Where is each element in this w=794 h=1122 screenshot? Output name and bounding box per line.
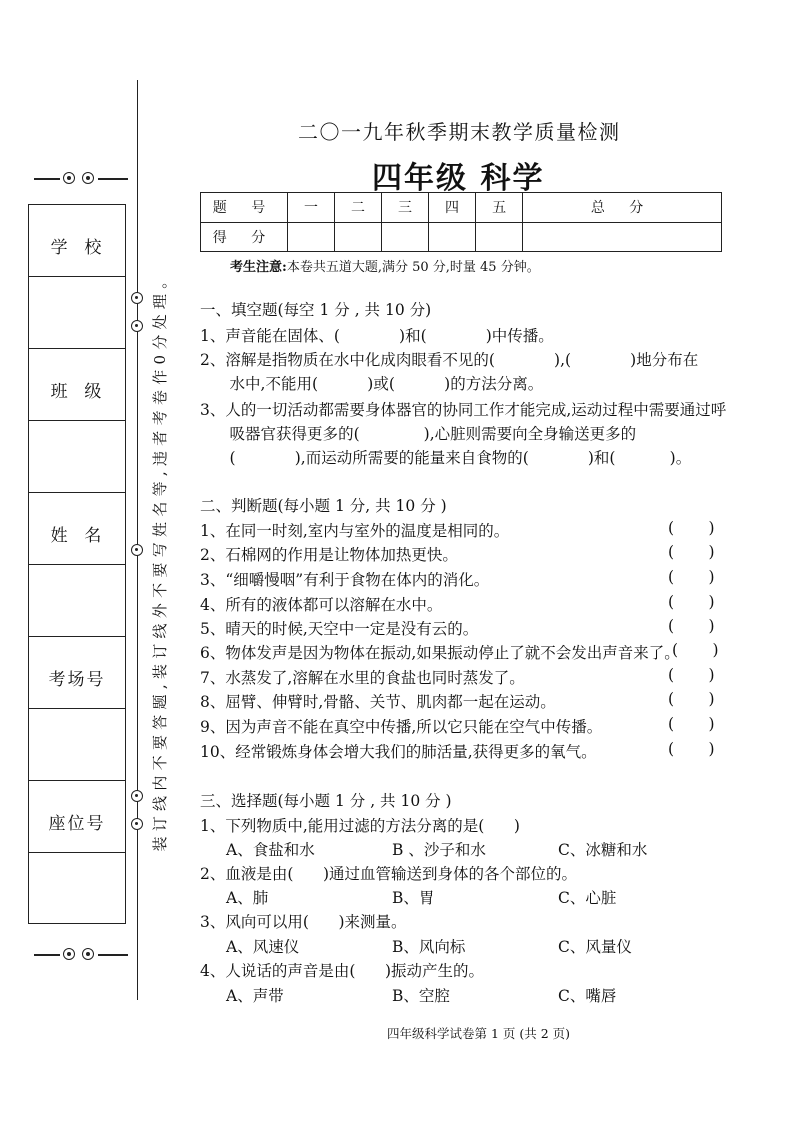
binding-hole	[131, 790, 143, 802]
score-input-cell[interactable]	[382, 222, 429, 252]
name-label: 姓 名	[50, 526, 104, 546]
exam-notice	[230, 256, 540, 275]
section2-title: 二、判断题(每小题 1 分, 共 10 分 )	[200, 497, 447, 515]
notice-label: 考生注意:	[230, 260, 287, 275]
answer-parentheses[interactable]: ( )	[668, 593, 715, 611]
score-input-cell[interactable]	[429, 222, 476, 252]
exam-room-cell	[29, 637, 125, 709]
student-info-box	[28, 204, 126, 924]
answer-parentheses[interactable]: ( )	[668, 690, 715, 708]
fill-blank-line: ( ),而运动所需要的能量来自食物的( )和( )。	[200, 449, 692, 467]
bottom-ornament	[34, 948, 128, 962]
true-false-item: 8、屈臂、伸臂时,骨骼、关节、肌肉都一起在运动。	[200, 693, 556, 711]
school-label: 学 校	[50, 238, 104, 258]
true-false-item: 10、经常锻炼身体会增大我们的肺活量,获得更多的氧气。	[200, 743, 597, 761]
section1-title: 一、填空题(每空 1 分 , 共 10 分)	[200, 301, 432, 319]
exam-room-label: 考场号	[48, 670, 106, 690]
score-table-cell: 三	[382, 193, 429, 223]
notice-text: 本卷共五道大题,满分 50 分,时量 45 分钟。	[286, 260, 540, 275]
choice-option[interactable]: B、空腔	[392, 987, 450, 1005]
choice-option[interactable]: B 、沙子和水	[392, 841, 486, 859]
score-table-cell: 总 分	[523, 193, 722, 223]
choice-option[interactable]: C、风量仪	[558, 938, 632, 956]
score-table-cell: 五	[476, 193, 523, 223]
choice-option[interactable]: B、风向标	[392, 938, 466, 956]
answer-parentheses[interactable]: ( )	[668, 715, 715, 733]
score-input-cell[interactable]	[335, 222, 382, 252]
binding-warning-text: 装订线内不要答题,装订线外不要写姓名等,违者考卷作0分处理。	[151, 268, 169, 852]
page-footer: 四年级科学试卷第 1 页 (共 2 页)	[387, 1026, 571, 1041]
top-ornament	[34, 172, 128, 186]
score-table-cell: 题 号	[201, 193, 288, 223]
score-table-cell: 一	[288, 193, 335, 223]
true-false-item: 1、在同一时刻,室内与室外的温度是相同的。	[200, 522, 510, 540]
score-table-header-row	[201, 193, 722, 223]
seat-label: 座位号	[48, 814, 106, 834]
choice-option[interactable]: A、食盐和水	[226, 841, 315, 859]
choice-question: 2、血液是由( )通过血管输送到身体的各个部位的。	[200, 865, 578, 883]
score-row-label: 得 分	[201, 222, 288, 252]
section3-title: 三、选择题(每小题 1 分 , 共 10 分 )	[200, 792, 452, 810]
class-cell	[29, 349, 125, 421]
score-input-cell[interactable]	[288, 222, 335, 252]
choice-option[interactable]: C、心脏	[558, 889, 617, 907]
true-false-item: 9、因为声音不能在真空中传播,所以它只能在空气中传播。	[200, 718, 603, 736]
score-table	[200, 192, 722, 252]
answer-parentheses[interactable]: ( )	[668, 740, 715, 758]
fill-blank-line: 水中,不能用( )或( )的方法分离。	[200, 375, 544, 393]
answer-parentheses[interactable]: ( )	[668, 519, 715, 537]
binding-hole	[131, 818, 143, 830]
choice-option[interactable]: B、胃	[392, 889, 435, 907]
choice-question: 3、风向可以用( )来测量。	[200, 913, 407, 931]
score-table-cell: 四	[429, 193, 476, 223]
binding-line	[137, 80, 138, 1000]
exam-room-blank-cell	[29, 709, 125, 781]
answer-parentheses[interactable]: ( )	[668, 617, 715, 635]
true-false-item: 5、晴天的时候,天空中一定是没有云的。	[200, 620, 479, 638]
class-blank-cell	[29, 421, 125, 493]
true-false-item: 2、石棉网的作用是让物体加热更快。	[200, 546, 458, 564]
score-table-score-row	[201, 222, 722, 252]
answer-parentheses[interactable]: ( )	[672, 641, 719, 659]
true-false-item: 3、“细嚼慢咽”有利于食物在体内的消化。	[200, 571, 490, 589]
school-cell	[29, 205, 125, 277]
class-label: 班 级	[50, 382, 104, 402]
choice-question: 1、下列物质中,能用过滤的方法分离的是( )	[200, 817, 520, 835]
fill-blank-line: 3、人的一切活动都需要身体器官的协同工作才能完成,运动过程中需要通过呼	[200, 401, 727, 419]
true-false-item: 4、所有的液体都可以溶解在水中。	[200, 596, 443, 614]
choice-option[interactable]: C、冰糖和水	[558, 841, 648, 859]
binding-hole	[131, 544, 143, 556]
fill-blank-line: 2、溶解是指物质在水中化成肉眼看不见的( ),( )地分布在	[200, 351, 699, 369]
answer-parentheses[interactable]: ( )	[668, 543, 715, 561]
choice-question: 4、人说话的声音是由( )振动产生的。	[200, 962, 485, 980]
score-table-cell: 二	[335, 193, 382, 223]
choice-option[interactable]: A、肺	[226, 889, 269, 907]
choice-option[interactable]: A、声带	[226, 987, 284, 1005]
grade-subject-title: 四年级 科学	[372, 161, 545, 196]
true-false-item: 7、水蒸发了,溶解在水里的食盐也同时蒸发了。	[200, 669, 525, 687]
answer-parentheses[interactable]: ( )	[668, 568, 715, 586]
score-input-cell[interactable]	[476, 222, 523, 252]
fill-blank-line: 吸器官获得更多的( ),心脏则需要向全身输送更多的	[200, 425, 637, 443]
score-input-cell[interactable]	[523, 222, 722, 252]
binding-hole	[131, 292, 143, 304]
name-blank-cell	[29, 565, 125, 637]
fill-blank-line: 1、声音能在固体、( )和( )中传播。	[200, 327, 554, 345]
binding-hole	[131, 320, 143, 332]
seat-blank-cell	[29, 853, 125, 923]
exam-title: 二〇一九年秋季期末教学质量检测	[298, 120, 621, 144]
choice-option[interactable]: A、风速仪	[226, 938, 300, 956]
choice-option[interactable]: C、嘴唇	[558, 987, 617, 1005]
school-blank-cell	[29, 277, 125, 349]
true-false-item: 6、物体发声是因为物体在振动,如果振动停止了就不会发出声音来了。	[200, 644, 680, 662]
seat-cell	[29, 781, 125, 853]
answer-parentheses[interactable]: ( )	[668, 666, 715, 684]
name-cell	[29, 493, 125, 565]
